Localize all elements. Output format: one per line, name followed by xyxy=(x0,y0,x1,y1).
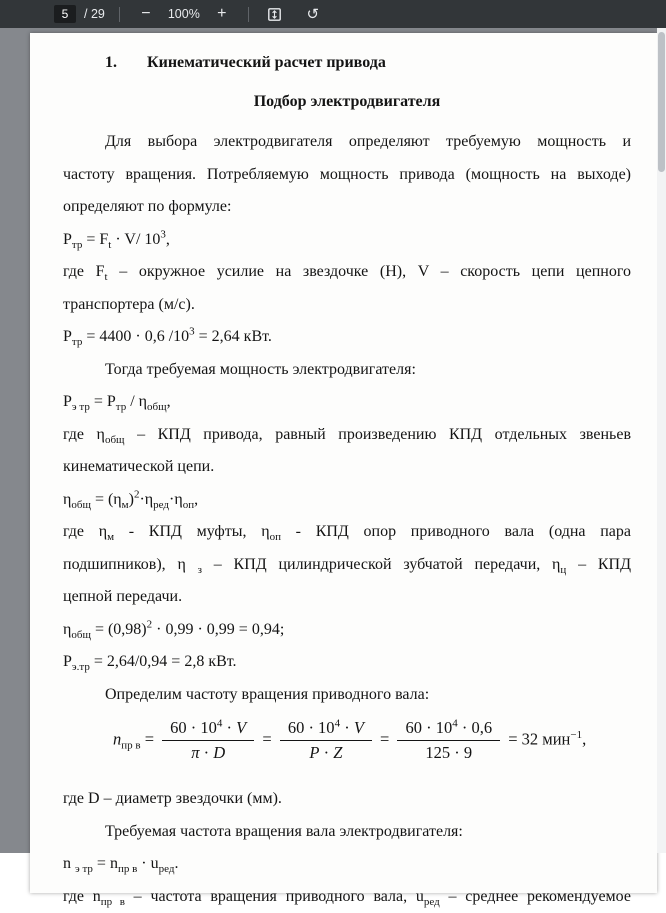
doc-line: частоту вращения. Потребляемую мощность привода (мощность на выходе) xyxy=(63,159,631,192)
fit-to-page-button[interactable] xyxy=(263,2,287,26)
zoom-level-label: 100% xyxy=(168,7,200,21)
doc-line: где $\eta_{общ}$ – КПД привода, равный произведению КПД отдельных звеньев xyxy=(63,419,631,452)
doc-formula: $\eta_{общ} = (\eta_м)^2\cdot\eta_{ред}\cdot\eta_{оп}$, xyxy=(63,484,631,517)
doc-line: цепной передачи. xyxy=(63,581,631,614)
doc-line: транспортера (м/с). xyxy=(63,289,631,322)
scrollbar-thumb[interactable] xyxy=(658,32,665,172)
doc-line: Определим частоту вращения приводного вала: xyxy=(63,679,631,712)
doc-formula: $\eta_{общ} = (0,98)^2 \cdot 0,99 \cdot 0,99 = 0,94$; xyxy=(63,614,631,647)
zoom-in-button[interactable]: + xyxy=(210,2,234,26)
toolbar-divider xyxy=(119,7,120,22)
document-canvas xyxy=(0,28,666,853)
doc-line: где $n_{пр в}$ – частота вращения приводного вала, $u_{ред}$ – среднее рекомендуемое xyxy=(63,881,631,913)
pdf-page xyxy=(30,33,657,893)
doc-formula: n $_{э тр} = n_{пр в} \cdot u_{ред}$. xyxy=(63,848,631,881)
page-count-label: / 29 xyxy=(84,7,105,21)
doc-line: Требуемая частота вращения вала электродвигателя: xyxy=(63,816,631,849)
doc-formula: $P_{тр} = 4400 \cdot 0,6$ $/10^3 = 2,64$ кВт. xyxy=(63,321,631,354)
rotate-counterclockwise-button[interactable] xyxy=(301,2,325,26)
doc-formula-fraction: $n_{пр в}$ = $\frac{60 \cdot 10^4 \cdot V}{\pi \cdot D}$ = $\frac{60 \cdot 10^4 \cdot V}{P \cdot Z}$ = $\frac{60 \cdot 10^4 \cdot 0,6}{125 \cdot 9}$ = 32 мин$^{-1}$, xyxy=(63,711,631,783)
section-subheading: Подбор электродвигателя xyxy=(63,86,631,119)
pdf-toolbar xyxy=(0,0,666,28)
doc-line: кинематической цепи. xyxy=(63,451,631,484)
section-title: Кинематический расчет привода xyxy=(147,54,386,71)
doc-line: определяют по формуле: xyxy=(63,191,631,224)
zoom-out-button[interactable]: − xyxy=(134,2,158,26)
doc-formula: $P_{тр} = F_t \cdot V/$ $10^3$, xyxy=(63,224,631,257)
toolbar-divider xyxy=(248,7,249,22)
vertical-scrollbar[interactable] xyxy=(657,28,666,853)
fit-to-page-icon xyxy=(267,7,282,22)
doc-line: где D – диаметр звездочки (мм). xyxy=(63,783,631,816)
section-number: 1. xyxy=(105,54,117,71)
doc-formula: $P_{э.тр} = 2,64/0,94 = 2,8$ кВт. xyxy=(63,646,631,679)
doc-line: где $F_t$ – окружное усилие на звездочке (Н), V – скорость цепи цепного xyxy=(63,256,631,289)
doc-formula: $P_{э тр} = P_{тр} / \eta_{общ}$, xyxy=(63,386,631,419)
doc-line: Тогда требуемая мощность электродвигателя: xyxy=(63,354,631,387)
doc-line: где $\eta_м$ - КПД муфты, $\eta_{оп}$ - КПД опор приводного вала (одна пара xyxy=(63,516,631,549)
rotate-counterclockwise-icon: ↺ xyxy=(307,7,320,22)
doc-line: подшипников), η $_з$ – КПД цилиндрической зубчатой передачи, $\eta_ц$ – КПД xyxy=(63,549,631,582)
page-number-input[interactable] xyxy=(54,5,76,23)
section-heading xyxy=(63,47,631,80)
doc-line: Для выбора электродвигателя определяют требуемую мощность и xyxy=(63,126,631,159)
document-content xyxy=(63,47,631,913)
